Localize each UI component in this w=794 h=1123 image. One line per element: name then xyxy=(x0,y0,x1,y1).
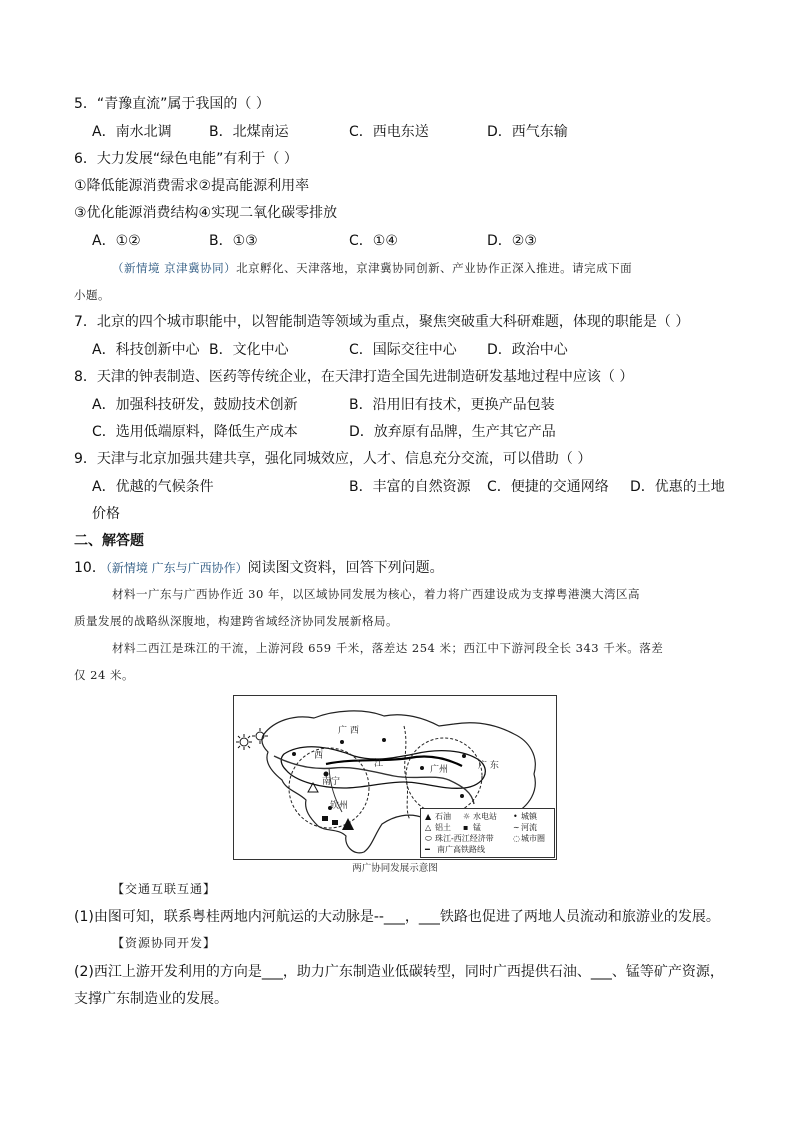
context-tag: （新情境 京津冀协同） xyxy=(112,261,237,275)
sub2-header: 【资源协同开发】 xyxy=(112,936,217,950)
q7-option-c: C．国际交往中心 xyxy=(349,342,457,358)
legend-oil-icon: ▲ xyxy=(425,812,432,821)
q6-items-1: ①降低能源消费需求②提高能源利用率 xyxy=(74,178,310,194)
q8-option-b: B．沿用旧有技术，更换产品包装 xyxy=(349,397,555,413)
q6-stem: 6．大力发展“绿色电能”有利于（ ） xyxy=(74,151,298,167)
q5-option-c: C．西电东送 xyxy=(349,124,429,140)
label-guangxi: 广 西 xyxy=(338,726,359,736)
q6-items-2: ③优化能源消费结构④实现二氧化碳零排放 xyxy=(74,205,338,221)
town-marker xyxy=(462,754,466,758)
town-marker xyxy=(340,740,344,744)
q10-stem xyxy=(74,558,444,578)
sub2-line-2: 支撑广东制造业的发展。 xyxy=(74,991,228,1007)
q5-option-a: A．南水北调 xyxy=(92,124,172,140)
q7-option-d: D．政治中心 xyxy=(487,342,568,358)
legend-town: 城镇 xyxy=(521,812,537,821)
legend-river-icon: ∼ xyxy=(513,823,520,832)
town-marker xyxy=(420,766,424,770)
legend-hydro-icon: ☼ xyxy=(463,812,471,821)
sub2-line-1: (2)西江上游开发利用的方向是___，助力广东制造业低碳转型，同时广西提供石油、___、锰等矿产资源， xyxy=(74,964,724,980)
q8-option-a: A．加强科技研发，鼓励技术创新 xyxy=(92,397,298,413)
legend-citycircle-icon: ◌ xyxy=(513,834,520,843)
legend-aluminum: 铝土 xyxy=(435,823,451,832)
q9-stem: 9．天津与北京加强共建共享，强化同城效应，人才、信息充分交流，可以借助（ ） xyxy=(74,451,592,467)
label-xi: 西 xyxy=(314,751,324,761)
sub1-header: 【交通互联互通】 xyxy=(112,882,217,896)
q8-stem: 8．天津的钟表制造、医药等传统企业，在天津打造全国先进制造研发基地过程中应该（ ） xyxy=(74,369,634,385)
q6-option-c: C．①④ xyxy=(349,233,398,249)
section-title: 二、解答题 xyxy=(74,533,144,549)
q10-number: 10． xyxy=(74,560,106,576)
q9-option-d-wrap: 价格 xyxy=(92,506,120,522)
legend-railway-icon: ━ xyxy=(425,845,430,854)
manganese-icon xyxy=(322,816,328,821)
legend-river: 河流 xyxy=(521,823,537,832)
q9-option-d: D．优惠的土地 xyxy=(630,479,725,495)
label-guangdong: 广 东 xyxy=(478,761,499,771)
q6-option-d: D．②③ xyxy=(487,233,537,249)
q7-option-a: A．科技创新中心 xyxy=(92,342,200,358)
q6-option-b: B．①③ xyxy=(209,233,258,249)
legend-aluminum-icon: △ xyxy=(425,823,432,832)
legend-manganese-icon: ▪ xyxy=(463,823,469,832)
legend-town-icon: • xyxy=(513,812,518,821)
q7-stem: 7．北京的四个城市职能中，以智能制造等领域为重点，聚焦突破重大科研难题，体现的职能是（ ） xyxy=(74,314,690,330)
legend-hydro: 水电站 xyxy=(473,812,497,821)
map-caption: 两广协同发展示意图 xyxy=(352,863,438,874)
q6-option-a: A．①② xyxy=(92,233,141,249)
q9-option-c: C．便捷的交通网络 xyxy=(487,479,609,495)
q5-option-d: D．西气东输 xyxy=(487,124,568,140)
material2-line-2: 仅 24 米。 xyxy=(74,668,134,682)
material1-line-2: 质量发展的战略纵深腹地，构建跨省域经济协同发展新格局。 xyxy=(74,614,398,628)
q5-stem: 5．“青豫直流”属于我国的（ ） xyxy=(74,96,270,112)
legend-manganese: 锰 xyxy=(473,823,481,832)
sub1-text: (1)由图可知，联系粤桂两地内河航运的大动脉是--___，___铁路也促进了两地人员流动和旅游业的发展。 xyxy=(74,909,720,925)
q8-option-c: C．选用低端原料，降低生产成本 xyxy=(92,424,298,440)
label-qinzhou: 钦州 xyxy=(330,801,349,811)
q10-stem-text: 阅读图文资料，回答下列问题。 xyxy=(247,560,444,576)
town-marker xyxy=(382,738,386,742)
context-line-1 xyxy=(112,259,632,277)
q10-tag: （新情境 广东与广西协作） xyxy=(105,561,248,575)
town-marker xyxy=(460,794,464,798)
q8-option-d: D．放弃原有品牌，生产其它产品 xyxy=(349,424,556,440)
material2-line-1: 材料二西江是珠江的干流，上游河段 659 千米，落差达 254 米；西江中下游河段全长 343 千米。落差 xyxy=(112,641,664,655)
legend-railway: 南广高铁路线 xyxy=(437,845,485,854)
q9-option-b: B．丰富的自然资源 xyxy=(349,479,471,495)
legend-belt: 珠江-西江经济带 xyxy=(435,834,494,843)
label-nanning: 南宁 xyxy=(322,777,341,787)
legend-belt-icon: ⬭ xyxy=(425,834,432,843)
material1-line-1: 材料一广东与广西协作近 30 年，以区域协同发展为核心，着力将广西建设成为支撑粤港澳大湾区高 xyxy=(112,587,640,601)
context-text: 北京孵化、天津落地，京津冀协同创新、产业协作正深入推进。请完成下面 xyxy=(236,261,633,275)
label-jiang: 江 xyxy=(374,759,384,769)
legend-citycircle: 城市圈 xyxy=(521,834,545,843)
q9-option-a: A．优越的气候条件 xyxy=(92,479,214,495)
q7-option-b: B．文化中心 xyxy=(209,342,289,358)
map-legend xyxy=(420,808,555,858)
label-guangzhou: 广州 xyxy=(430,765,449,775)
legend-oil: 石油 xyxy=(435,812,451,821)
manganese-icon xyxy=(332,820,338,825)
q5-option-b: B．北煤南运 xyxy=(209,124,289,140)
town-marker xyxy=(292,752,296,756)
context-line-2: 小题。 xyxy=(74,288,110,302)
